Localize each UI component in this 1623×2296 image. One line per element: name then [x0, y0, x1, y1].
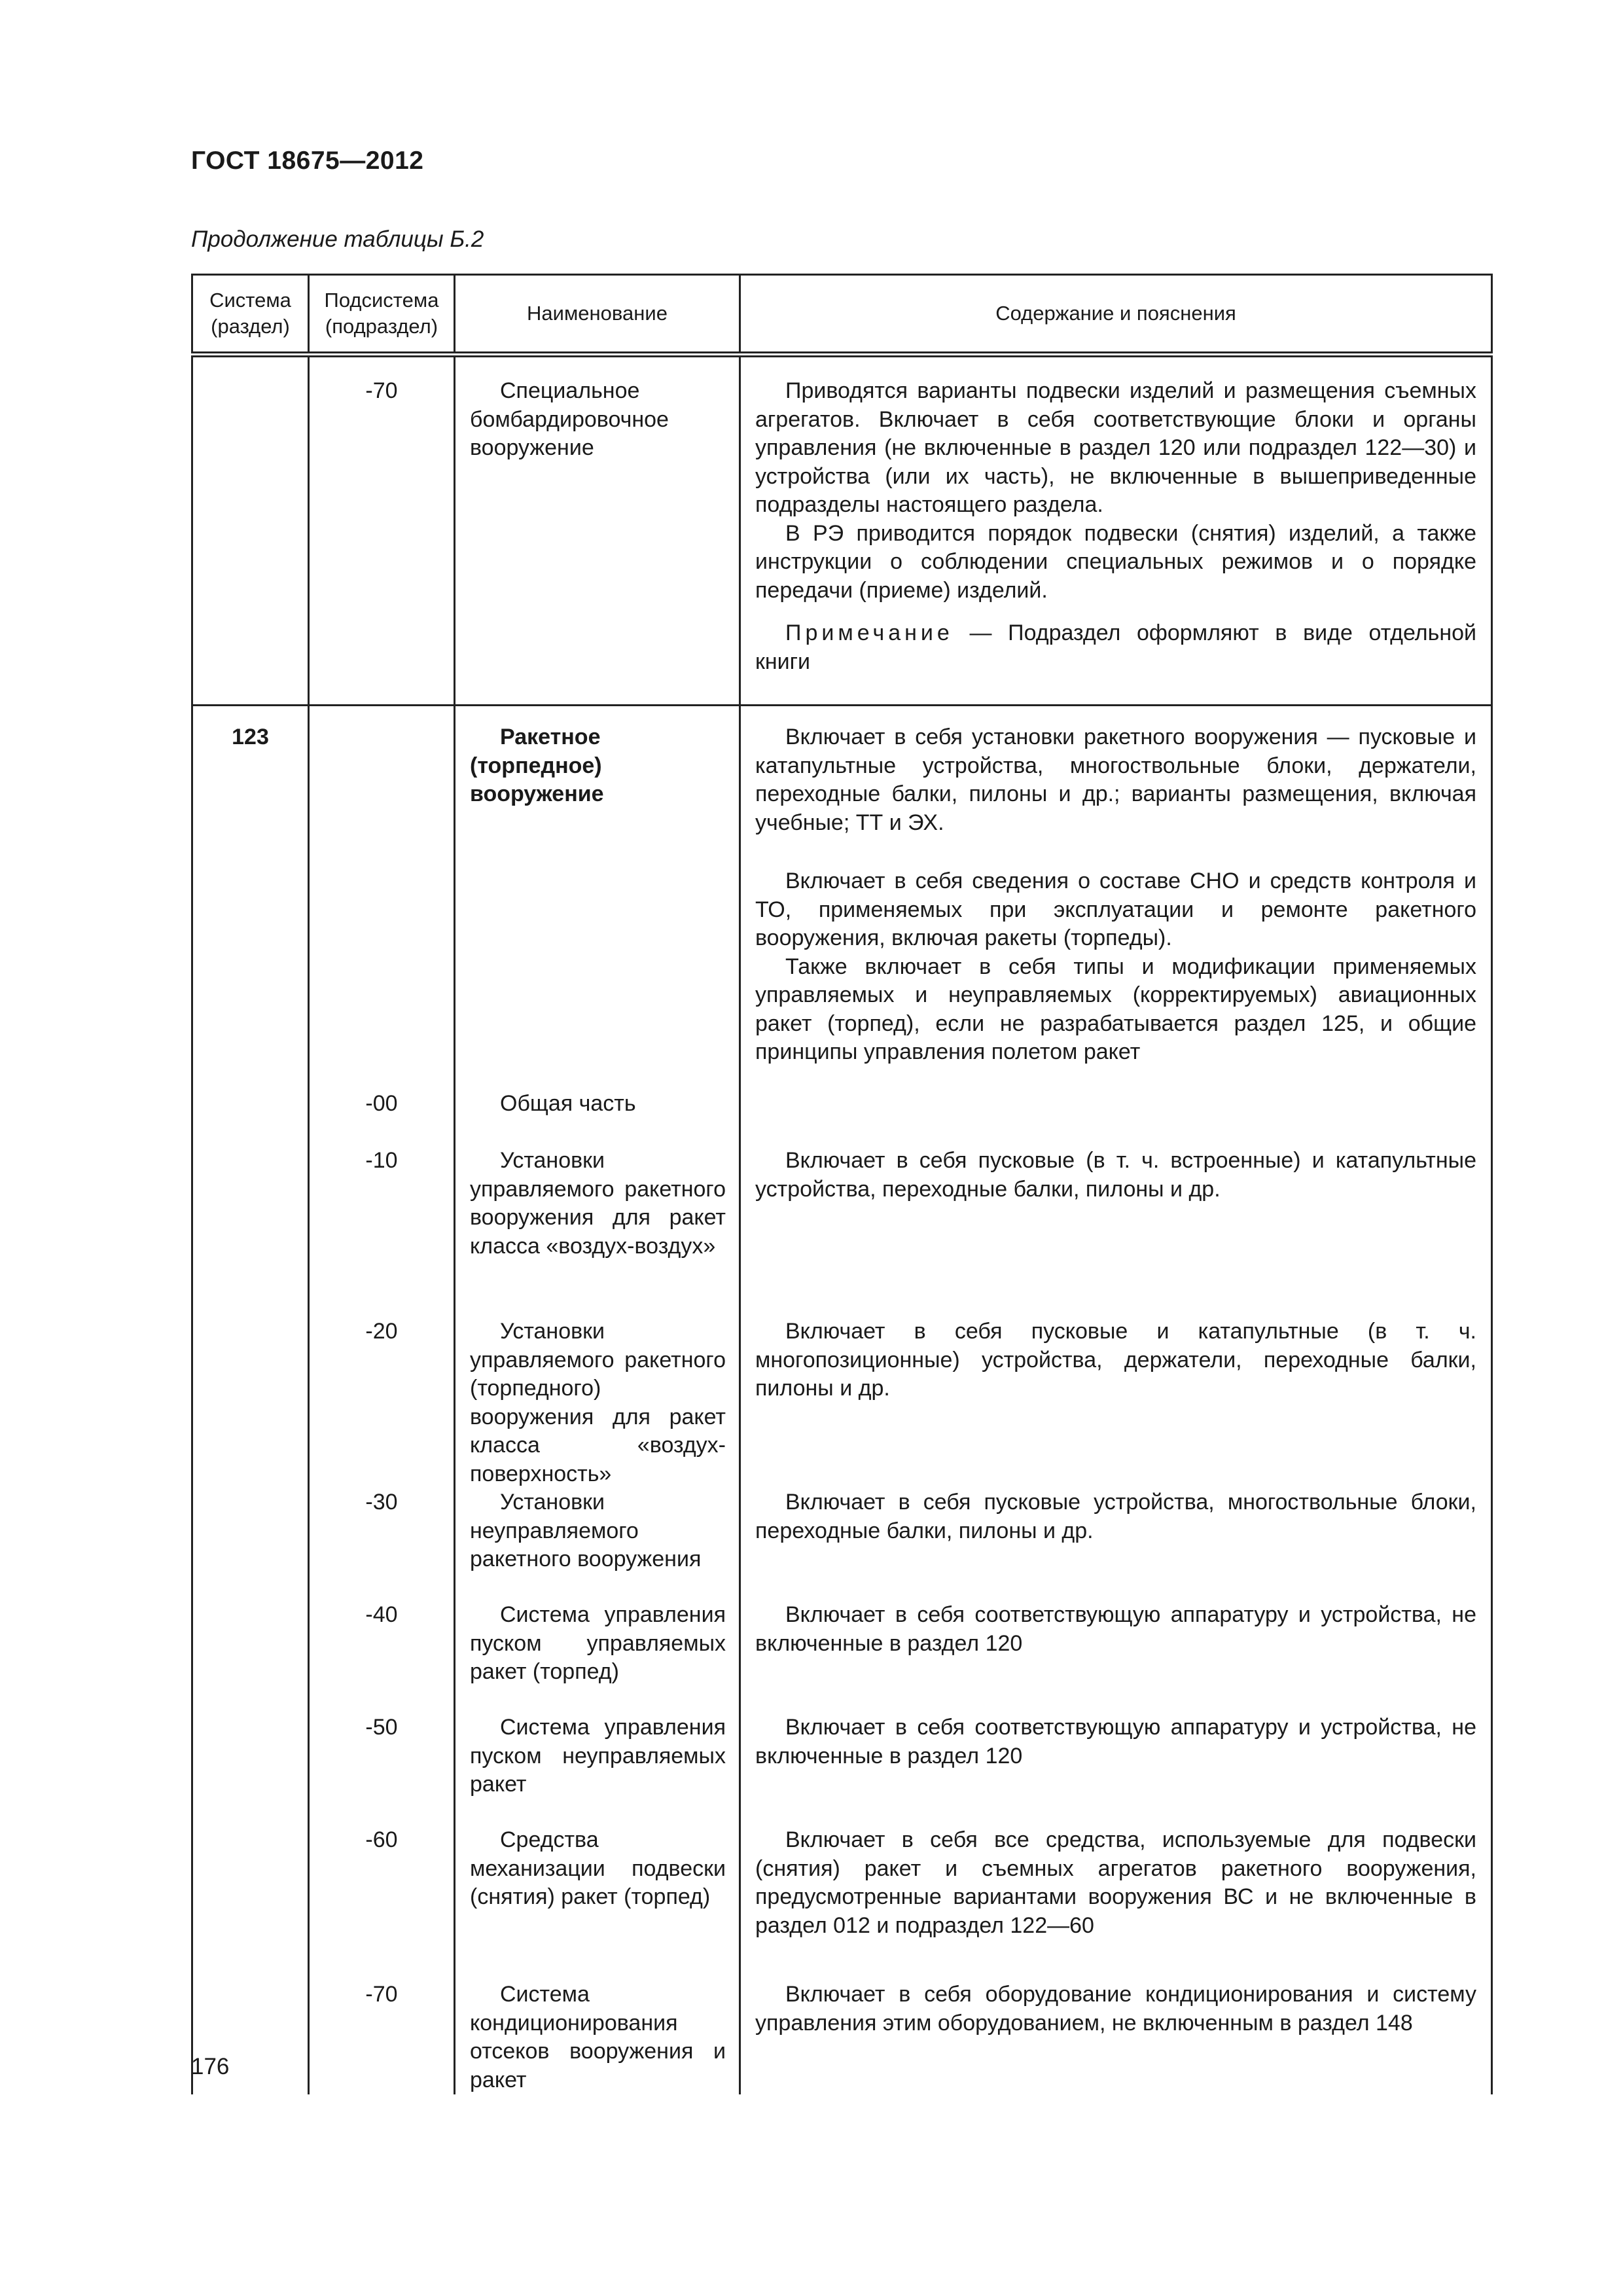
cell-subsystem: -40 — [309, 1601, 455, 1713]
note-label: Примечание — [785, 620, 954, 645]
table-row — [192, 1318, 1492, 1488]
header-content: Содержание и пояснения — [740, 275, 1492, 355]
table-row — [192, 706, 1492, 1090]
cell-subsystem: -20 — [309, 1318, 455, 1488]
cell-content-2: Включает в себя сведения о составе СНО и средств контроля и ТО, применяемых при эксплуатации и ремонте ракетного вооружения, включая ракеты (торпеды). — [755, 869, 1476, 950]
table-row — [192, 1826, 1492, 1981]
cell-name: Система управления пуском управляемых ракет (торпед) — [470, 1602, 726, 1684]
cell-name: Установки неуправляемого ракетного вооружения — [470, 1490, 702, 1571]
table-row — [192, 1601, 1492, 1713]
page-number: 176 — [191, 2054, 230, 2079]
page-header: ГОСТ 18675—2012 — [191, 147, 424, 175]
cell-name: Средства механизации подвески (снятия) ракет (торпед) — [470, 1827, 726, 1909]
cell-name: Установки управляемого ракетного (торпедного) вооружения для ракет класса «воздух-поверхность» — [470, 1319, 726, 1486]
header-subsystem: Подсистема (подраздел) — [309, 275, 455, 355]
data-table — [191, 274, 1493, 2094]
cell-subsystem: -50 — [309, 1713, 455, 1826]
cell-subsystem: -70 — [309, 355, 455, 706]
cell-subsystem: -60 — [309, 1826, 455, 1981]
cell-system: 123 — [192, 706, 309, 1090]
cell-content: Включает в себя пусковые и катапультные (в т. ч. многопозиционные) устройства, держатели, переходные балки, пилоны и др. — [755, 1319, 1476, 1401]
header-system: Система (раздел) — [192, 275, 309, 355]
cell-name: Система кондиционирования отсеков вооружения и ракет — [470, 1982, 726, 2092]
cell-content-3: Также включает в себя типы и модификации применяемых управляемых и неуправляемых (корректируемых) авиационных ракет (торпед), если не разрабатывается раздел 125, и общие принципы управления полетом ракет — [755, 954, 1476, 1064]
cell-subsystem: -10 — [309, 1147, 455, 1318]
table-row — [192, 1488, 1492, 1601]
cell-content-2: В РЭ приводится порядок подвески (снятия) изделий, а также инструкции о соблюдении специальных режимов и о порядке передачи (приеме) изделий. — [755, 520, 1476, 603]
table-row — [192, 1981, 1492, 2094]
cell-content: Включает в себя пусковые устройства, многоствольные блоки, переходные балки, пилоны и др. — [755, 1490, 1476, 1543]
cell-content: Включает в себя оборудование кондиционирования и систему управления этим оборудованием, не включенным в раздел 148 — [755, 1982, 1476, 2036]
cell-content: Приводятся варианты подвески изделий и размещения съемных агрегатов. Включает в себя соответствующие блоки и органы управления (не включенные в раздел 120 или подраздел 122—30) и устройства (или их часть), не включенные в вышеприведенные подразделы настоящего раздела. — [755, 378, 1476, 517]
cell-content: Включает в себя пусковые (в т. ч. встроенные) и катапультные устройства, переходные балки, пилоны и др. — [755, 1148, 1476, 1202]
note-text: — Подраздел оформляют в виде отдельной книги — [755, 620, 1476, 674]
cell-name: Общая часть — [500, 1091, 636, 1116]
cell-name: Установки управляемого ракетного вооружения для ракет класса «воздух-воздух» — [470, 1148, 726, 1259]
cell-system — [192, 355, 309, 706]
header-name: Наименование — [455, 275, 740, 355]
table-row — [192, 1147, 1492, 1318]
cell-content: Включает в себя соответствующую аппаратуру и устройства, не включенные в раздел 120 — [755, 1602, 1476, 1656]
cell-content: Включает в себя все средства, используемые для подвески (снятия) ракет и съемных агрегатов ракетного вооружения, предусмотренные вариантами вооружения ВС и не включенные в раздел 012 и подраздел 122—60 — [755, 1827, 1476, 1938]
cell-name: Система управления пуском неуправляемых ракет — [470, 1715, 726, 1797]
note — [755, 619, 1476, 676]
table-caption: Продолжение таблицы Б.2 — [191, 226, 484, 252]
cell-subsystem — [309, 706, 455, 1090]
cell-subsystem: -00 — [309, 1090, 455, 1147]
table-row — [192, 1090, 1492, 1147]
table-row — [192, 1713, 1492, 1826]
table-row — [192, 355, 1492, 706]
cell-content: Включает в себя установки ракетного вооружения — пусковые и катапультные устройства, многоствольные блоки, держатели, переходные балки, пилоны и др.; варианты размещения, включая учебные; ТТ и ЭХ. — [755, 725, 1476, 835]
cell-name: Ракетное (торпедное) вооружение — [470, 725, 604, 806]
cell-subsystem: -70 — [309, 1981, 455, 2094]
cell-subsystem: -30 — [309, 1488, 455, 1601]
cell-name: Специальное бомбардировочное вооружение — [470, 378, 669, 460]
table-header-row — [192, 275, 1492, 355]
cell-content: Включает в себя соответствующую аппаратуру и устройства, не включенные в раздел 120 — [755, 1715, 1476, 1768]
